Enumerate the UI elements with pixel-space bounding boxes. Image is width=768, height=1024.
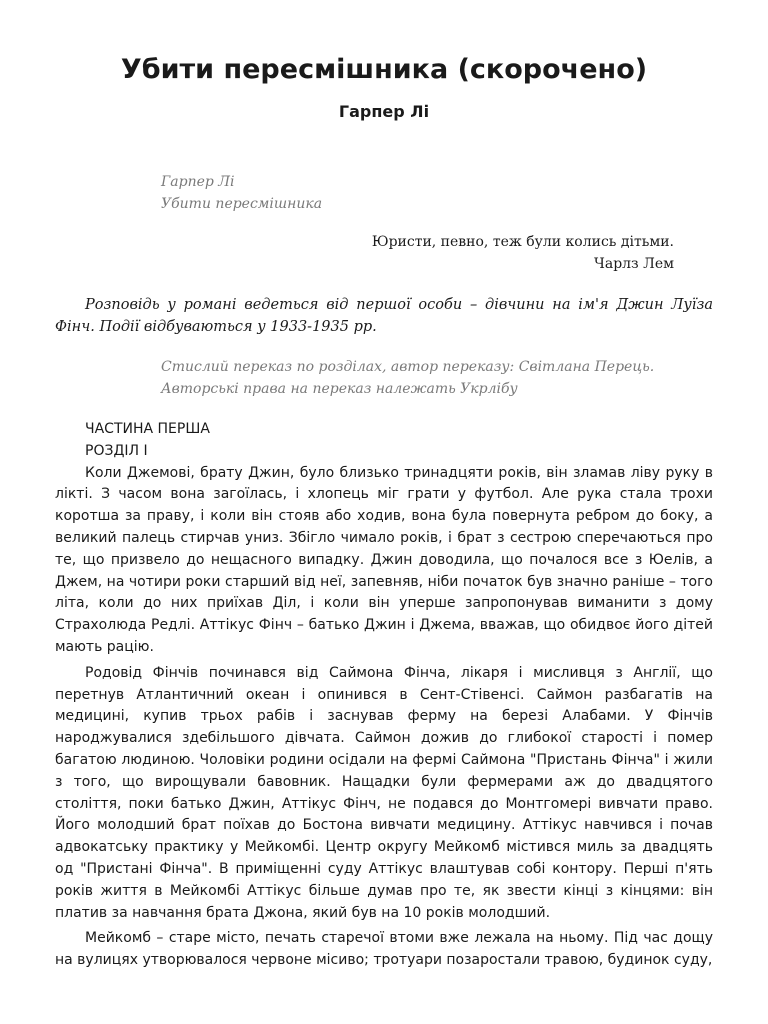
paragraph: Коли Джемові, брату Джин, було близько тринадцяти років, він зламав ліву руку в лікті. З часом вона загоїлась, і хлопець міг грати у футбол. Але рука стала трохи коротша за праву, і коли він стояв або ходив, вона була повернута ребром до боку, а великий палець стирчав униз. Збігло чимало років, і брат з сестрою сперечаються про те, що призвело до нещасного випадку. Джин доводила, що почалося все з Юелів, а Джем, на чотири роки старший від неї, запевняв, ніби початок був значно раніше – того літа, коли до них приїхав Діл, і коли він уперше запропонував виманити з дому Страхолюда Редлі. Аттікус Фінч – батько Джин і Джема, вважав, що обидвоє його дітей мають рацію. — [55, 464, 713, 655]
document-title: Убити пересмішника (скорочено) — [120, 54, 648, 85]
meta-copyright-line: Авторські права на переказ належать Укрлібу — [161, 381, 518, 397]
body-text — [55, 419, 713, 976]
meta-title-line: Убити пересмішника — [161, 196, 323, 212]
meta-block-top — [161, 171, 322, 215]
intro-paragraph: Розповідь у романі ведеться від першої особи – дівчини на ім'я Джин Луїза Фінч. Події відбуваються у 1933-1935 рр. — [55, 297, 713, 335]
epigraph — [360, 231, 674, 275]
chapter-heading: РОЗДІЛ І — [85, 442, 148, 459]
meta-block-bottom — [161, 356, 654, 400]
part-heading: ЧАСТИНА ПЕРША — [85, 421, 210, 437]
epigraph-attribution: Чарлз Лем — [594, 256, 674, 272]
meta-summary-author-line: Стислий переказ по розділах, автор переказу: Світлана Перець. — [161, 359, 655, 375]
document-author: Гарпер Лі — [338, 102, 430, 121]
meta-author-line: Гарпер Лі — [161, 174, 235, 190]
paragraph: Родовід Фінчів починався від Саймона Фінча, лікаря і мисливця з Англії, що перетнув Атлантичний океан і опинився в Сент-Стівенсі. Саймон разбагатів на медицині, купив трьох рабів і заснував ферму на березі Алабами. У Фінчів народжувалися здебільшого дівчата. Саймон дожив до глибокої старості і помер багатою людиною. Чоловіки родини осідали на фермі Саймона "Пристань Фінча" і жили з того, що вирощували бавовник. Нащадки були фермерами аж до двадцятого століття, поки батько Джин, Аттікус Фінч, не подався до Монтгомері вивчати право. Його молодший брат поїхав до Бостона вивчати медицину. Аттікус навчився і почав адвокатську практику у Мейкомбі. Центр округу Мейкомб містився миль за двадцять од "Пристані Фінча". В приміщенні суду Аттікус влаштував собі контору. Перші п'ять років життя в Мейкомбі Аттікус більше думав про те, як звести кінці з кінцями: він платив за навчання брата Джона, який був на 10 років молодший. — [55, 664, 713, 921]
epigraph-quote: Юристи, певно, теж були колись дітьми. — [371, 234, 674, 250]
paragraph: Мейкомб – старе місто, печать старечої втоми вже лежала на ньому. Під час дощу на вулицях утворювалося червоне місиво; тротуари позаростали травою, будинок суду, — [55, 930, 713, 969]
